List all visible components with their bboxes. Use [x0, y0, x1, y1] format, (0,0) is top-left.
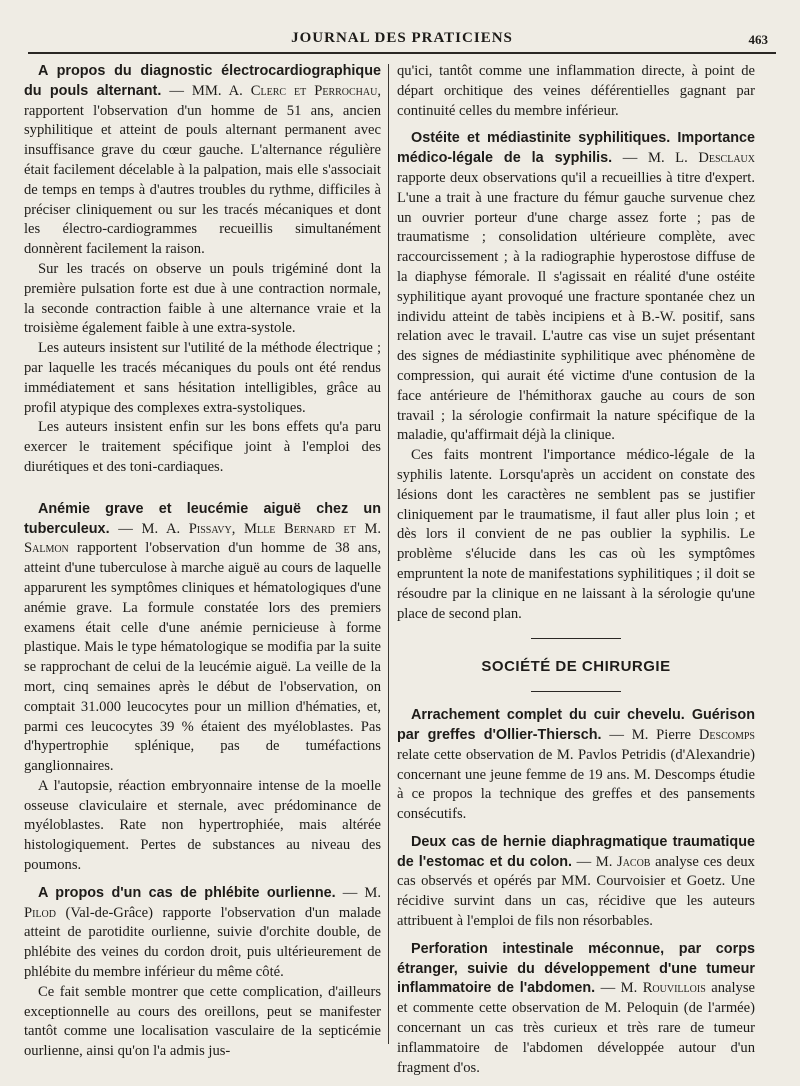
paragraph: Les auteurs insistent sur l'utilité de la méthode électrique ; par laquelle les tracés mécaniques du pouls ont été rendus immédiatement et sans hésitation intelligibles, grâce au profil atypique des complexes extra-systoliques. — [24, 340, 381, 416]
paragraph: rapportent l'observation d'un homme de 51 ans, ancien syphilitique et atteint de pouls alternant permanent avec insuffisance grave du cœur gauche. L'alternance régulière était facilement décelable à la palpation, mais elle s'associait de temps en temps à d'autres troubles du rythme, difficiles à préciser cliniquement ou sur les tracés mécaniques et dont les électro-cardiogrammes recueillis simultanément donnèrent facilement la raison. — [24, 102, 381, 258]
byline-prefix: — M. Pierre — [601, 726, 699, 743]
article-authors: Pilod — [24, 904, 56, 921]
article-authors: Descomps — [698, 726, 755, 743]
byline-prefix: — MM. A. — [161, 82, 251, 99]
article-authors: Jacob — [617, 853, 651, 870]
article-heading: A propos du diagnostic électrocardiographique du pouls alternant. — [24, 63, 381, 99]
paragraph: Ces faits montrent l'importance médico-légale de la syphilis latente. Lorsqu'après un accident on constate des lésions dont les caractères ne semblent pas se justifier cliniquement par le traumatisme, il faut aller plus loin ; et dès lors il convient de ne pas oublier la syphilis. Le problème s'élucide dans les cas où les symptômes empruntent la note de manifestations syphilitiques ; il doit se résoudre par la clinique en ne laissant à la sérologie qu'une place de second plan. — [397, 447, 755, 622]
article-authors: Pissavy, Mlle Bernard et M. Salmon — [24, 520, 381, 557]
paragraph: rapportent l'observation d'un homme de 38 ans, atteint d'une tuberculose à marche aiguë au cours de laquelle apparurent les symptômes cliniques et hématologiques d'une anémie grave. La formule constatée lors des premiers examens était celle d'une anémie pernicieuse à forme plastique. Mais le type hématologique se modifia par la suite se rapprochant de celui de la leucémie aiguë. La veille de la mort, cinq semaines après le début de l'observation, on comptait 31.000 leucocytes pour un million d'hématies, et, parmi ces leucocytes 39 % étaient des myéloblastes. Pas d'hypertrophie splénique, pas de tuméfactions ganglionnaires. — [24, 540, 381, 775]
article-heading: Anémie grave et leucémie aiguë chez un tuberculeux. — [24, 500, 381, 537]
article-authors: Rouvillois — [642, 980, 706, 997]
article-heading: Deux cas de hernie diaphragmatique traumatique de l'estomac et du colon. — [397, 833, 755, 870]
article-lead — [24, 62, 381, 260]
article-lead — [397, 940, 755, 1079]
article-cuir-chevelu — [397, 706, 755, 825]
byline-prefix: — M. — [572, 853, 618, 870]
paragraph: rapporte deux observations qu'il a recueillies à titre d'expert. L'une a trait à une fracture du fémur gauche survenue chez un ouvrier porteur d'une charge assez forte ; pas de traumatisme ; consolidation ultérieure complète, avec raccourcissement ; à la radiographie hyperostose diffuse de la diaphyse fémorale. Il s'agissait en réalité d'une ostéite syphilitique ayant provoqué une fracture spontanée chez un individu atteint de tabès incipiens et à B.-W. positif, sans relation avec le travail. L'autre cas vise un sujet présentant des signes de médiastinite syphilitique avec phénomène de compression, qui aurait été victime d'une contusion de la face antérieure de l'hémithorax gauche au cours de son travail ; la sérologie confirmait la nature spécifique de la maladie, qu'affirmait déjà la clinique. — [397, 169, 755, 444]
paragraph: Les auteurs insistent enfin sur les bons effets qu'a paru exercer le traitement spécifique joint à l'emploi des diurétiques et des toni-cardiaques. — [24, 419, 381, 475]
paragraph: analyse ces deux cas observés et opérés par MM. Courvoisier et Goetz. Une récidive survint dans un cas, récidive que les auteurs attribuent à l'emploi de fils non résorbables. — [397, 853, 755, 930]
paragraph: A l'autopsie, réaction embryonnaire intense de la moelle osseuse claviculaire et sternale, avec prédominance de myéloblastes. Rate non hypertrophiée, mais altérée histologiquement. Pertes de substances au niveau des poumons. — [24, 777, 381, 874]
article-heading: Arrachement complet du cuir chevelu. Guérison par greffes d'Ollier-Thiersch. — [397, 707, 755, 743]
society-section-title: SOCIÉTÉ DE CHIRURGIE — [481, 658, 671, 676]
byline-prefix: — M. — [595, 980, 643, 997]
section-rule-top — [531, 638, 621, 639]
article-continuation — [397, 62, 755, 121]
paragraph: (Val-de-Grâce) rapporte l'observation d'un malade atteint de parotidite ourlienne, suivie d'orchite double, de phlébite des veines du cordon droit, puis ultérieurement de phlébite du membre inférieur du même côté. — [24, 904, 382, 981]
page-number: 463 — [748, 32, 768, 47]
article-hernie-diaphragmatique — [397, 833, 755, 932]
continuation-paragraph: qu'ici, tantôt comme une inflammation directe, à point de départ orchitique des veines déférentielles gagnant par continuité celles du membre inférieur. — [397, 63, 755, 119]
right-column — [397, 62, 755, 1086]
article-anemie-leucemie — [24, 500, 381, 876]
article-heading: Ostéite et médiastinite syphilitiques. Importance médico-légale de la syphilis. — [397, 130, 755, 167]
article-heading: A propos d'un cas de phlébite ourlienne. — [38, 884, 336, 901]
paragraph: Ce fait semble montrer que cette complication, d'ailleurs exceptionnelle au cours des oreillons, peut se manifester tantôt comme une localisation vasculaire de la septicémie ourlienne, ainsi qu'on l'a admis jus- — [24, 983, 381, 1060]
byline-prefix: — M. — [335, 884, 382, 901]
article-pouls-alternant — [24, 62, 381, 478]
article-lead — [397, 129, 755, 446]
article-heading: Perforation intestinale méconnue, par corps étranger, suivie du développement d'une tumeur inflammatoire de l'abdomen. — [397, 940, 755, 997]
byline-prefix: — M. A. — [109, 520, 189, 537]
article-authors: Desclaux — [698, 150, 755, 167]
article-lead — [24, 884, 381, 983]
left-column — [24, 62, 381, 1070]
article-lead — [24, 500, 381, 777]
running-header — [28, 30, 776, 50]
paragraph: analyse et commente cette observation de M. Peloquin (de l'armée) concernant un cas très curieux et très rare de tumeur inflammatoire de l'abdomen développée autour d'un fragment d'os. — [397, 980, 755, 1076]
article-phlebite-ourlienne — [24, 884, 381, 1062]
article-lead — [397, 706, 755, 825]
header-rule — [28, 52, 776, 54]
byline-prefix: — M. L. — [612, 150, 699, 167]
article-lead — [397, 833, 755, 932]
column-divider — [388, 64, 389, 1044]
section-rule-bottom — [531, 691, 621, 692]
article-authors: Clerc et Perrochau, — [250, 82, 381, 99]
paragraph: Sur les tracés on observe un pouls trigéminé dont la première pulsation forte est due à une contraction normale, la seconde contraction faible à une alternance vraie et la troisième également faible à une extra-systole. — [24, 260, 381, 337]
paragraph: relate cette observation de M. Pavlos Petridis (d'Alexandrie) concernant une jeune femme de 19 ans. M. Descomps étudie à ce propos la technique des greffes et des pansements consécutifs. — [397, 746, 755, 823]
article-perforation-intestinale — [397, 940, 755, 1079]
article-osteite-mediastinite — [397, 129, 755, 624]
journal-title: JOURNAL DES PRATICIENS — [291, 30, 513, 46]
